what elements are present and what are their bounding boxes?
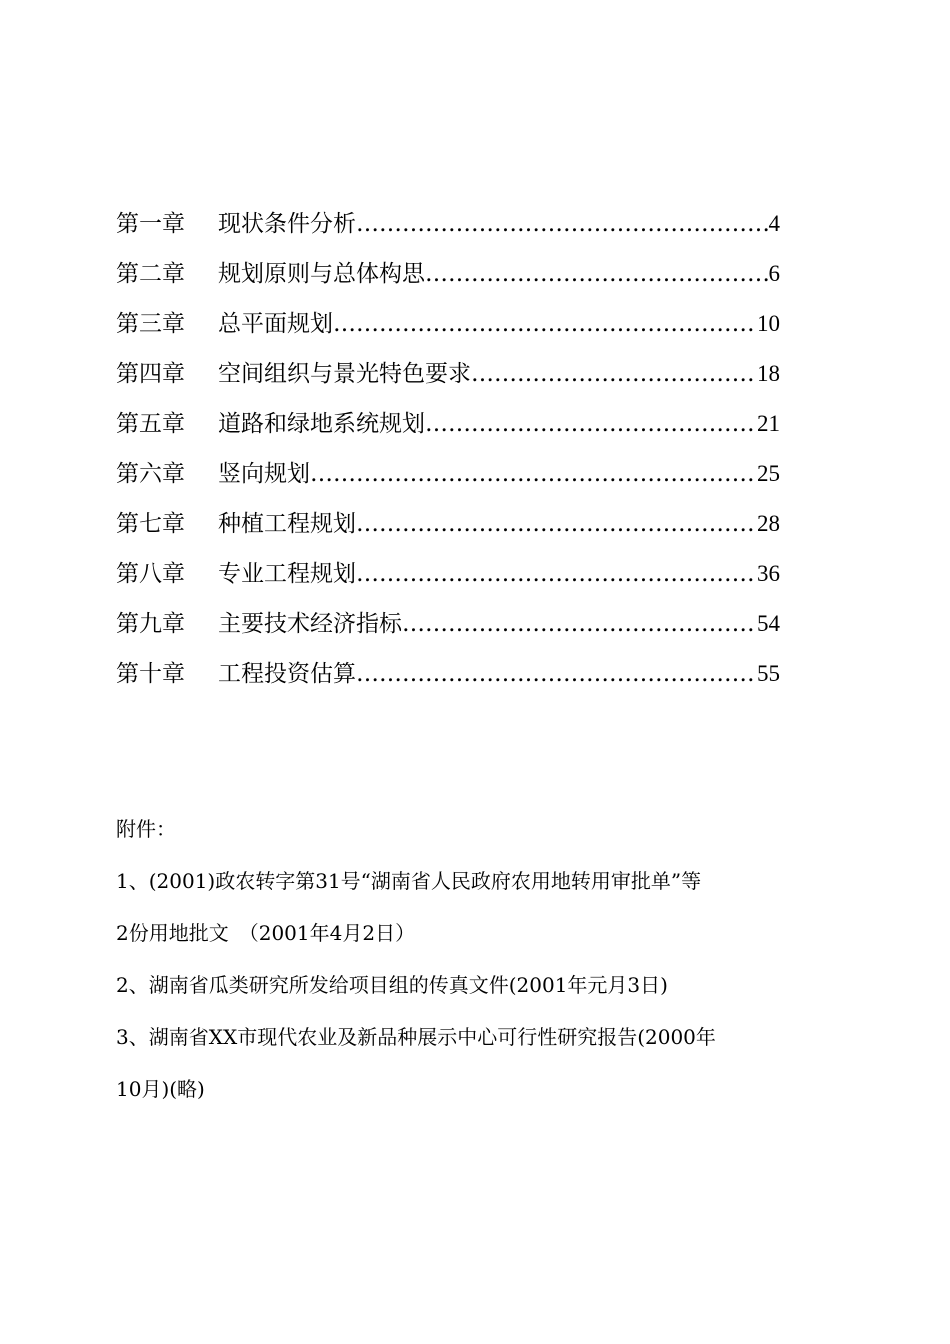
toc-page-number: 55 (757, 661, 780, 686)
toc-entry (116, 354, 780, 404)
toc-chapter-number: 第六章 (116, 461, 185, 487)
toc-chapter-number: 第八章 (116, 561, 185, 587)
toc-dot-leader (356, 654, 757, 694)
toc-chapter-title: 空间组织与景光特色要求 (218, 361, 471, 387)
toc-dot-leader (356, 504, 757, 544)
attachments-section (116, 803, 846, 1115)
toc-chapter-title: 规划原则与总体构思 (218, 261, 425, 287)
toc-page-number: 6 (768, 261, 780, 286)
toc-dot-leader (425, 254, 769, 294)
toc-page-number: 18 (757, 361, 780, 386)
table-of-contents (116, 204, 780, 704)
toc-entry (116, 404, 780, 454)
toc-entry (116, 204, 780, 254)
toc-page-number: 10 (757, 311, 780, 336)
toc-page-number: 4 (768, 211, 780, 236)
toc-entry (116, 554, 780, 604)
toc-entry (116, 254, 780, 304)
toc-chapter-number: 第四章 (116, 361, 185, 387)
toc-page-number: 25 (757, 461, 780, 486)
toc-entry (116, 454, 780, 504)
toc-chapter-title: 工程投资估算 (218, 661, 356, 687)
toc-dot-leader (402, 604, 757, 644)
toc-chapter-number: 第七章 (116, 511, 185, 537)
toc-chapter-number: 第五章 (116, 411, 185, 437)
attachment-line: 10月)(略) (116, 1077, 205, 1101)
toc-entry (116, 604, 780, 654)
toc-chapter-number: 第二章 (116, 261, 185, 287)
attachment-line: 2、湖南省瓜类研究所发给项目组的传真文件(2001年元月3日) (116, 973, 668, 997)
toc-dot-leader (333, 304, 757, 344)
attachments-heading: 附件： (116, 817, 176, 841)
toc-dot-leader (356, 204, 769, 244)
toc-chapter-title: 种植工程规划 (218, 511, 356, 537)
toc-chapter-number: 第九章 (116, 611, 185, 637)
toc-entry (116, 304, 780, 354)
toc-chapter-number: 第十章 (116, 661, 185, 687)
toc-page-number: 54 (757, 611, 780, 636)
toc-chapter-title: 竖向规划 (218, 461, 310, 487)
toc-entry (116, 504, 780, 554)
toc-chapter-title: 主要技术经济指标 (218, 611, 402, 637)
toc-dot-leader (425, 404, 757, 444)
toc-dot-leader (471, 354, 757, 394)
attachment-line: 2份用地批文 （2001年4月2日） (116, 921, 416, 945)
toc-chapter-title: 现状条件分析 (218, 211, 356, 237)
toc-page-number: 36 (757, 561, 780, 586)
toc-chapter-number: 第一章 (116, 211, 185, 237)
toc-dot-leader (310, 454, 757, 494)
toc-chapter-number: 第三章 (116, 311, 185, 337)
toc-page-number: 21 (757, 411, 780, 436)
toc-chapter-title: 专业工程规划 (218, 561, 356, 587)
toc-dot-leader (356, 554, 757, 594)
toc-entry (116, 654, 780, 704)
toc-chapter-title: 道路和绿地系统规划 (218, 411, 425, 437)
attachment-line: 3、湖南省XX市现代农业及新品种展示中心可行性研究报告(2000年 (116, 1025, 716, 1049)
attachment-line: 1、(2001)政农转字第31号“湖南省人民政府农用地转用审批单”等 (116, 869, 702, 893)
toc-page-number: 28 (757, 511, 780, 536)
toc-chapter-title: 总平面规划 (218, 311, 333, 337)
